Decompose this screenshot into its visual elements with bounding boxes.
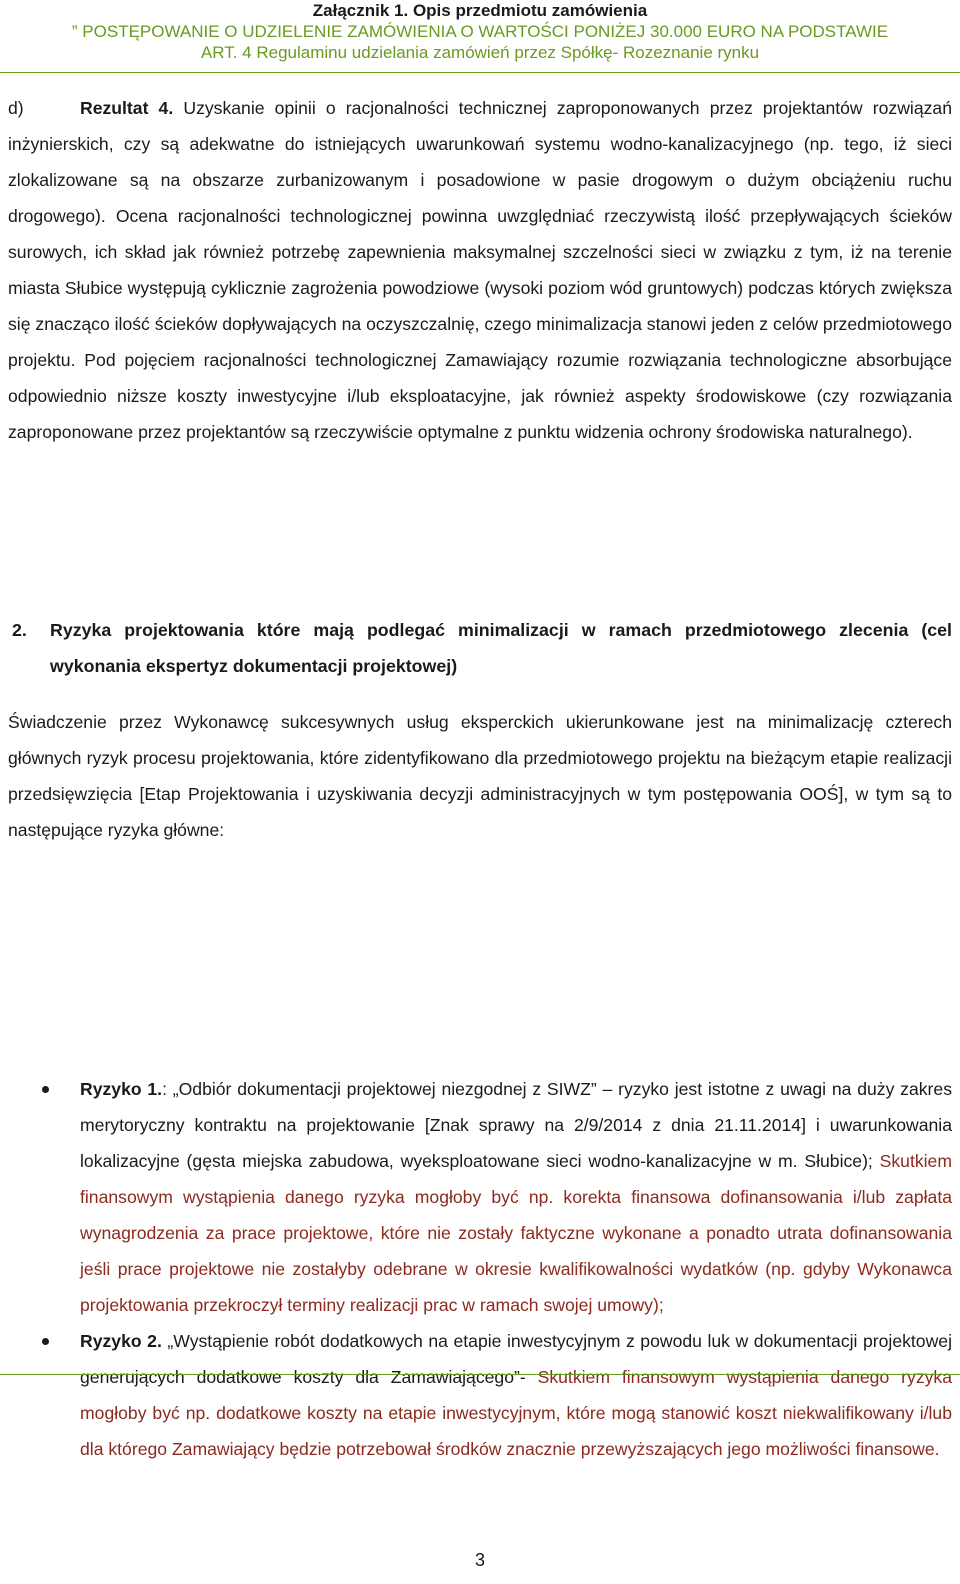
header-divider [0, 72, 960, 73]
section-d-text2: Ocena racjonalności technologicznej powinna uwzględniać rzeczywistą ilość przepływających ścieków surowych, ich skład jak również potrzebę zapewnienia maksymalnej szczelności sieci w związku z tym, iż na terenie miasta Słubice występują cyklicznie zagrożenia powodziowe (wysoki poziom wód gruntowych) podczas których zwiększa się znacząco ilość ścieków dopływających na oczyszczalnię, czego minimalizacja stanowi jeden z celów przedmiotowego projektu. Pod pojęciem racjonalności technologicznej Zamawiający rozumie rozwiązania technologiczne absorbujące odpowiednio niższe koszty inwestycyjne i/lub eksploatacyjne, jak również aspekty środowiskowe (czy rozwiązania zaproponowane przez projektantów są rzeczywiście optymalne z punktu widzenia ochrony środowiska naturalnego). [8, 206, 952, 442]
section-d [8, 90, 952, 450]
header-regulation-line: ART. 4 Regulaminu udzielania zamówień przez Spółkę- Rozeznanie rynku [200, 43, 760, 62]
risk-item-1 [8, 1071, 952, 1323]
risk-2-text: „Wystąpienie robót dodatkowych na etapie inwestycyjnym z powodu luk w dokumentacji projektowej generujących dodatkowe koszty dla Zamawiającego”- [80, 1331, 952, 1387]
risk-2-label: Ryzyko 2. [80, 1331, 162, 1351]
section-d-label: d) [8, 98, 24, 118]
bullet-icon [42, 1338, 49, 1345]
risk-2-impact: Skutkiem finansowym wystąpienia danego ryzyka mogłoby być np. dodatkowe koszty na etapie inwestycyjnym, które mogą stanowić koszt niekwalifikowany i/lub dla którego Zamawiający będzie potrzebował środków znacznie przewyższających jego możliwości finansowe. [80, 1367, 953, 1459]
section-d-lead: Rezultat 4. [80, 98, 174, 118]
risk-list [8, 1071, 952, 1467]
header-procedure-line: ” POSTĘPOWANIE O UDZIELENIE ZAMÓWIENIA O WARTOŚCI PONIŻEJ 30.000 EURO NA PODSTAWIE [71, 22, 889, 41]
section-d-text1: Uzyskanie opinii o racjonalności technicznej zaproponowanych przez projektantów rozwiązań inżynierskich, czy są adekwatne do istniejących uwarunkowań systemu wodno-kanalizacyjnego (np. tego, iż sieci zlokalizowane są na obszarze zurbanizowanym i posadowione w pasie drogowym o dużym obciążeniu ruchu drogowego). [8, 98, 952, 226]
page-header [0, 0, 960, 63]
bullet-icon [42, 1086, 49, 1093]
header-title: Załącznik 1. Opis przedmiotu zamówienia [312, 1, 648, 20]
page-number: 3 [474, 1550, 485, 1570]
section-d-paragraph [8, 90, 952, 450]
content-divider [0, 1374, 960, 1375]
risk-item-2 [8, 1323, 952, 1467]
section-2-title: Ryzyka projektowania które mają podlegać minimalizacji w ramach przedmiotowego zlecenia (cel wykonania ekspertyz dokumentacji projektowej) [50, 620, 952, 676]
risk-1-text: : „Odbiór dokumentacji projektowej niezgodnej z SIWZ” – ryzyko jest istotne z uwagi na duży zakres merytoryczny kontraktu na projektowanie [Znak sprawy na 2/9/2014 z dnia 21.11.2014] i uwarunkowania lokalizacyjne (gęsta miejska zabudowa, wyeksploatowane sieci wodno-kanalizacyjne w m. Słubice); [80, 1079, 953, 1171]
section-2-number: 2. [12, 620, 27, 640]
risk-1-impact: Skutkiem finansowym wystąpienia danego ryzyka mogłoby być np. korekta finansowa dofinansowania i/lub zapłata wynagrodzenia za prace projektowe, które nie zostały faktyczne wykonane a ponadto utrata dofinansowania jeśli prace projektowe nie zostałyby odebrane w okresie kwalifikowalności wydatków (np. gdyby Wykonawca projektowania przekroczył terminy realizacji prac w ramach swojej umowy); [80, 1151, 952, 1315]
risk-1-label: Ryzyko 1. [80, 1079, 163, 1099]
section-2-heading [8, 612, 952, 684]
section-2-body: Świadczenie przez Wykonawcę sukcesywnych usług eksperckich ukierunkowane jest na minimalizację czterech głównych ryzyk procesu projektowania, które zidentyfikowano dla przedmiotowego projektu na bieżącym etapie realizacji przedsięwzięcia [Etap Projektowania i uzyskiwania decyzji administracyjnych w tym postępowania OOŚ], w tym są to następujące ryzyka główne: [8, 712, 952, 840]
